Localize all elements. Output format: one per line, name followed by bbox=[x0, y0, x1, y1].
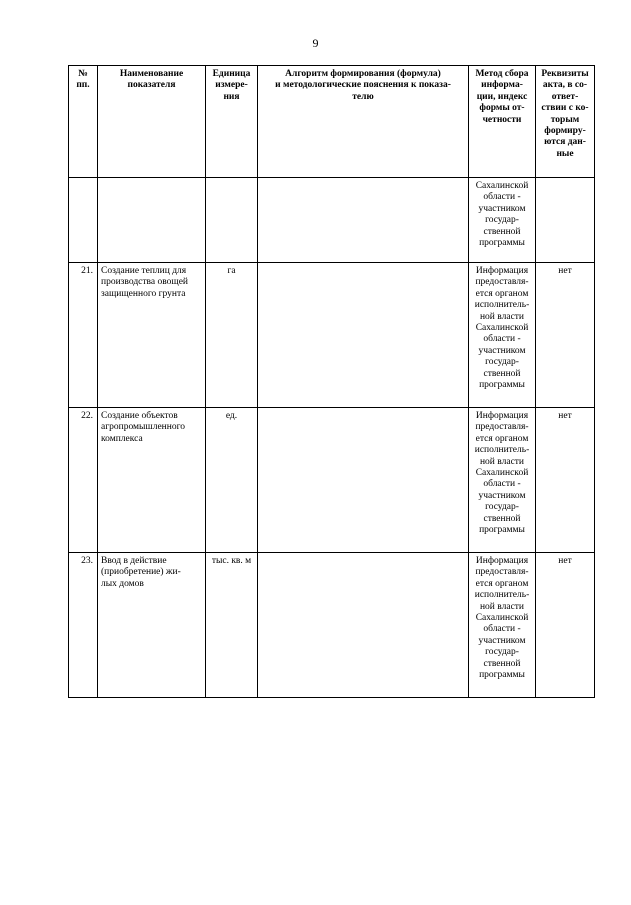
cell-unit: тыс. кв. м bbox=[206, 553, 258, 698]
header-algorithm: Алгоритм формирования (формула) и методологические пояснения к показа- телю bbox=[258, 66, 469, 178]
cell-method: Информация предоставля- ется органом исполнитель- ной власти Сахалинской области - участником государ- ственной программы bbox=[469, 408, 536, 553]
cell-algorithm bbox=[258, 553, 469, 698]
table-row bbox=[69, 408, 595, 553]
cell-unit bbox=[206, 178, 258, 263]
cell-requisites: нет bbox=[536, 408, 595, 553]
cell-method: Информация предоставля- ется органом исполнитель- ной власти Сахалинской области - участником государ- ственной программы bbox=[469, 553, 536, 698]
indicators-table bbox=[68, 65, 595, 698]
cell-name bbox=[98, 178, 206, 263]
cell-algorithm bbox=[258, 263, 469, 408]
cell-num bbox=[69, 178, 98, 263]
header-requisites: Реквизиты акта, в со- ответ- ствии с ко- торым формиру- ются дан- ные bbox=[536, 66, 595, 178]
table-row bbox=[69, 553, 595, 698]
cell-algorithm bbox=[258, 408, 469, 553]
header-num: № пп. bbox=[69, 66, 98, 178]
cell-requisites bbox=[536, 178, 595, 263]
header-method: Метод сбора информа- ции, индекс формы от- четности bbox=[469, 66, 536, 178]
cell-method: Сахалинской области - участником государ- ственной программы bbox=[469, 178, 536, 263]
cell-num: 23. bbox=[69, 553, 98, 698]
table-row-continuation bbox=[69, 178, 595, 263]
cell-method: Информация предоставля- ется органом исполнитель- ной власти Сахалинской области - участником государ- ственной программы bbox=[469, 263, 536, 408]
cell-name: Создание объектов агропромышленного комплекса bbox=[98, 408, 206, 553]
cell-num: 22. bbox=[69, 408, 98, 553]
cell-num: 21. bbox=[69, 263, 98, 408]
cell-name: Ввод в действие (приобретение) жи- лых домов bbox=[98, 553, 206, 698]
header-unit: Единица измере- ния bbox=[206, 66, 258, 178]
cell-name: Создание теплиц для производства овощей защищенного грунта bbox=[98, 263, 206, 408]
table-header-row bbox=[69, 66, 595, 178]
cell-unit: га bbox=[206, 263, 258, 408]
table-row bbox=[69, 263, 595, 408]
cell-requisites: нет bbox=[536, 263, 595, 408]
cell-requisites: нет bbox=[536, 553, 595, 698]
cell-algorithm bbox=[258, 178, 469, 263]
page-number: 9 bbox=[312, 36, 319, 50]
cell-unit: ед. bbox=[206, 408, 258, 553]
header-name: Наименование показателя bbox=[98, 66, 206, 178]
